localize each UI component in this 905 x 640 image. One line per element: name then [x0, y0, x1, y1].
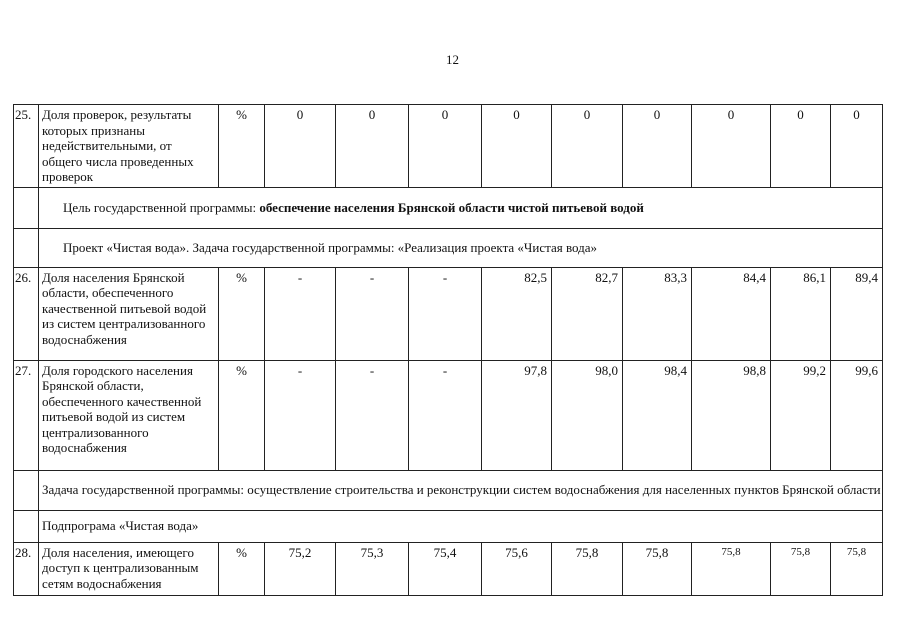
value-cell: 0	[623, 105, 692, 188]
value-cell: 0	[409, 105, 482, 188]
indicator-name: Доля городского населения Брянской области, обеспеченного качественной питьевой водой из систем централизованного водоснабжения	[39, 360, 219, 470]
value-cell: 75,8	[771, 542, 831, 595]
value-cell: 98,4	[623, 360, 692, 470]
value-cell: 75,8	[692, 542, 771, 595]
value-cell: 75,4	[409, 542, 482, 595]
value-cell: -	[409, 267, 482, 360]
row-number	[14, 187, 39, 228]
program-goal	[39, 187, 883, 228]
value-cell: 98,0	[552, 360, 623, 470]
value-cell: 75,8	[552, 542, 623, 595]
section-row-goal	[14, 187, 883, 228]
value-cell: -	[336, 360, 409, 470]
value-cell: 75,6	[482, 542, 552, 595]
unit-cell: %	[219, 542, 265, 595]
goal-text: обеспечение населения Брянской области чистой питьевой водой	[259, 199, 644, 215]
value-cell: 0	[482, 105, 552, 188]
table-row	[14, 105, 883, 188]
goal-prefix: Цель государственной программы:	[63, 199, 260, 215]
row-number	[14, 470, 39, 510]
row-number: 28.	[14, 542, 39, 595]
indicator-name: Доля населения, имеющего доступ к централизованным сетям водоснабжения	[39, 542, 219, 595]
value-cell: 0	[692, 105, 771, 188]
unit-cell: %	[219, 267, 265, 360]
value-cell: 75,8	[831, 542, 883, 595]
row-number: 25.	[14, 105, 39, 188]
row-number	[14, 510, 39, 542]
value-cell: 0	[831, 105, 883, 188]
section-row-subprogram	[14, 510, 883, 542]
value-cell: 0	[771, 105, 831, 188]
value-cell: -	[265, 267, 336, 360]
value-cell: 89,4	[831, 267, 883, 360]
value-cell: 0	[552, 105, 623, 188]
program-task: Задача государственной программы: осуществление строительства и реконструкции систем водоснабжения для населенных пунктов Брянской области	[39, 470, 883, 510]
table-row	[14, 267, 883, 360]
value-cell: 99,6	[831, 360, 883, 470]
value-cell: 99,2	[771, 360, 831, 470]
value-cell: 82,7	[552, 267, 623, 360]
value-cell: 86,1	[771, 267, 831, 360]
value-cell: -	[265, 360, 336, 470]
page-number: 12	[446, 52, 459, 67]
value-cell: 75,2	[265, 542, 336, 595]
value-cell: -	[409, 360, 482, 470]
project-task: Проект «Чистая вода». Задача государственной программы: «Реализация проекта «Чистая вода»	[39, 228, 883, 267]
unit-cell: %	[219, 105, 265, 188]
section-row-task	[14, 470, 883, 510]
value-cell: 75,8	[623, 542, 692, 595]
table-row	[14, 542, 883, 595]
value-cell: 83,3	[623, 267, 692, 360]
unit-cell: %	[219, 360, 265, 470]
row-number: 27.	[14, 360, 39, 470]
value-cell: 0	[336, 105, 409, 188]
subprogram-title: Подпрограма «Чистая вода»	[39, 510, 883, 542]
section-row-project	[14, 228, 883, 267]
row-number: 26.	[14, 267, 39, 360]
table-row	[14, 360, 883, 470]
value-cell: 84,4	[692, 267, 771, 360]
value-cell: 75,3	[336, 542, 409, 595]
indicator-name: Доля населения Брянской области, обеспеченного качественной питьевой водой из систем централизованного водоснабжения	[39, 267, 219, 360]
value-cell: 97,8	[482, 360, 552, 470]
value-cell: 0	[265, 105, 336, 188]
indicators-table	[13, 104, 883, 596]
indicator-name: Доля проверок, результаты которых признаны недействительными, от общего числа проведенных проверок	[39, 105, 219, 188]
value-cell: -	[336, 267, 409, 360]
value-cell: 82,5	[482, 267, 552, 360]
value-cell: 98,8	[692, 360, 771, 470]
row-number	[14, 228, 39, 267]
